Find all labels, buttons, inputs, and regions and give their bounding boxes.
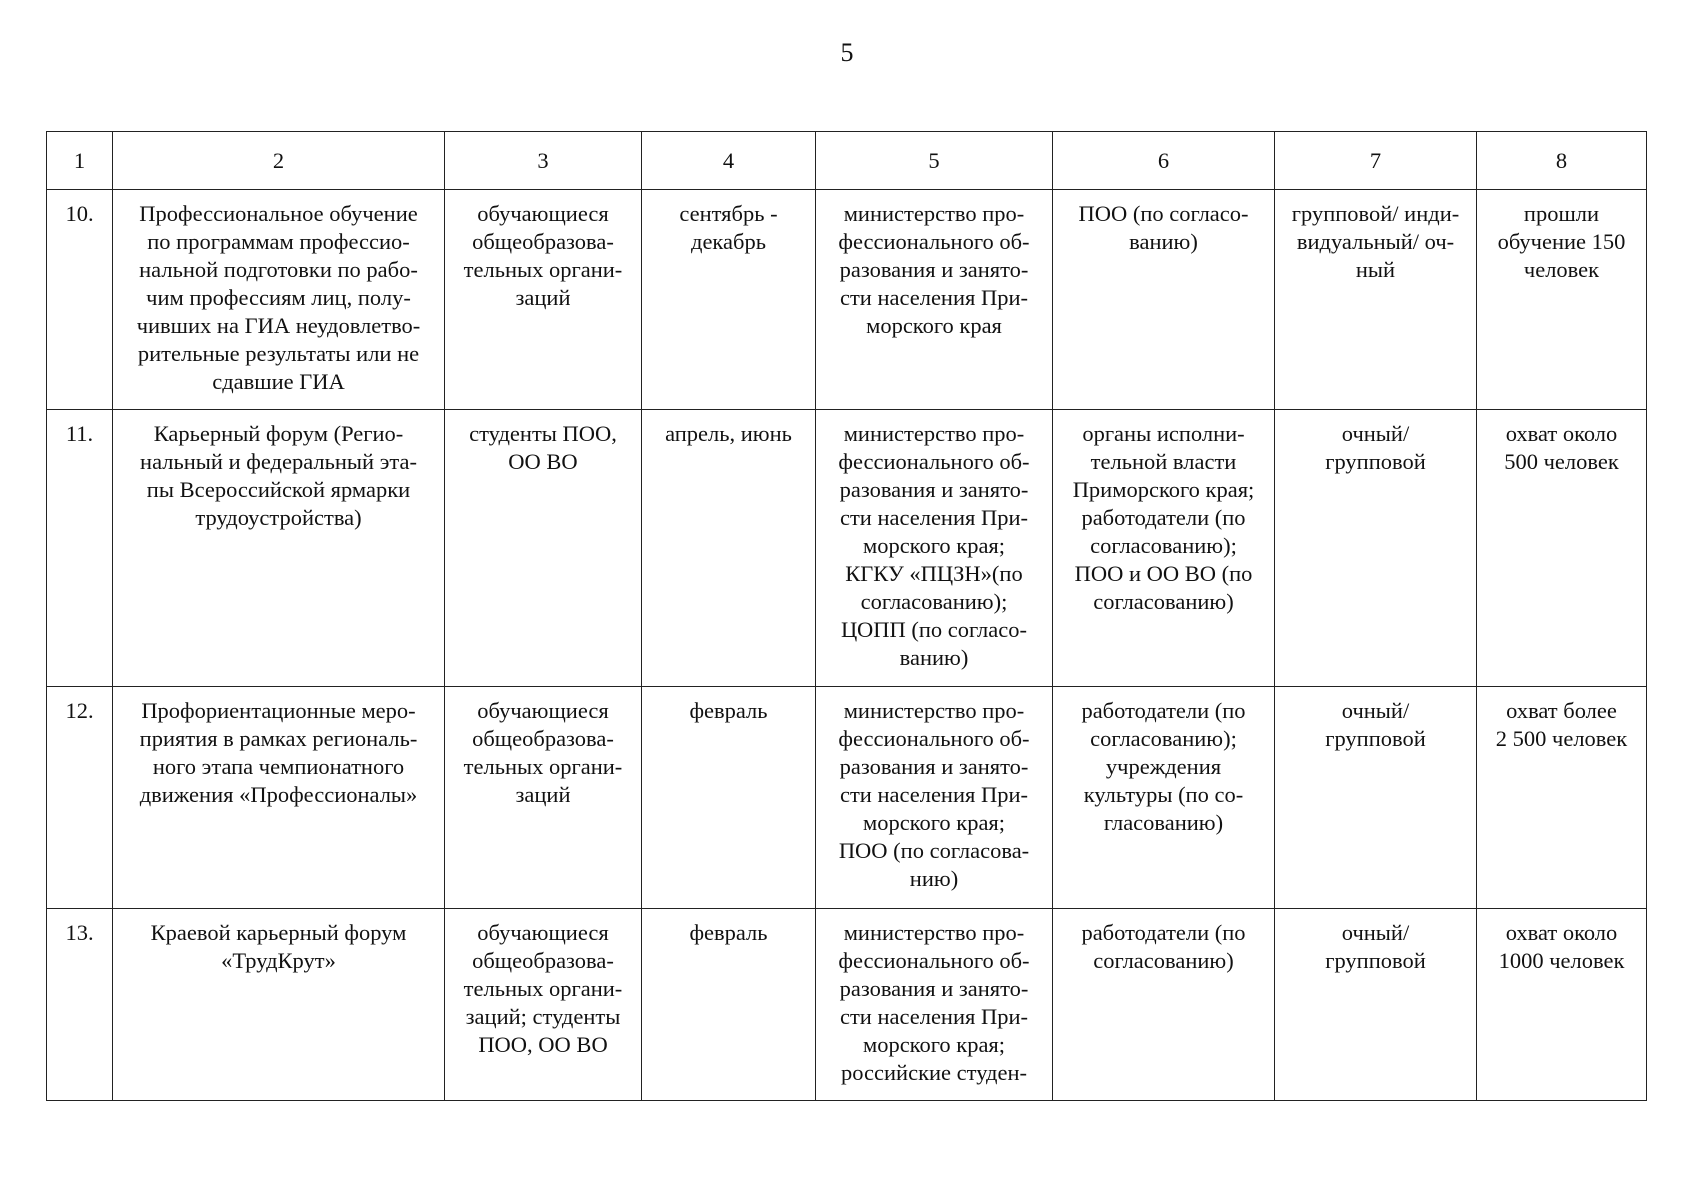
responsible: министерство про- фессионального об- разования и занято- сти населения При- морского края; российские студен-	[816, 909, 1053, 1101]
format: очный/ групповой	[1275, 909, 1477, 1101]
period: апрель, июнь	[642, 410, 816, 687]
column-number: 5	[816, 132, 1053, 190]
event-name: Карьерный форум (Регио- нальный и федеральный эта- пы Всероссийской ярмарки трудоустройства)	[113, 410, 445, 687]
partners: работодатели (по согласованию); учреждения культуры (по со- гласованию)	[1053, 687, 1275, 909]
table-row	[47, 909, 1647, 1101]
column-number: 6	[1053, 132, 1275, 190]
result: охват около 500 человек	[1477, 410, 1647, 687]
partners: органы исполни- тельной власти Приморского края; работодатели (по согласованию); ПОО и ОО ВО (по согласованию)	[1053, 410, 1275, 687]
column-number: 2	[113, 132, 445, 190]
participants: студенты ПОО, ОО ВО	[445, 410, 642, 687]
result: охват более 2 500 человек	[1477, 687, 1647, 909]
table-row	[47, 410, 1647, 687]
participants: обучающиеся общеобразова- тельных органи- заций	[445, 687, 642, 909]
result: охват около 1000 человек	[1477, 909, 1647, 1101]
format: очный/ групповой	[1275, 410, 1477, 687]
format: групповой/ инди- видуальный/ оч- ный	[1275, 190, 1477, 410]
row-number: 10.	[47, 190, 113, 410]
column-number: 7	[1275, 132, 1477, 190]
column-number: 4	[642, 132, 816, 190]
table-row	[47, 190, 1647, 410]
row-number: 11.	[47, 410, 113, 687]
period: сентябрь - декабрь	[642, 190, 816, 410]
column-number-row	[47, 132, 1647, 190]
row-number: 13.	[47, 909, 113, 1101]
responsible: министерство про- фессионального об- разования и занято- сти населения При- морского края	[816, 190, 1053, 410]
result: прошли обучение 150 человек	[1477, 190, 1647, 410]
period: февраль	[642, 909, 816, 1101]
format: очный/ групповой	[1275, 687, 1477, 909]
event-name: Профессиональное обучение по программам профессио- нальной подготовки по рабо- чим профессиям лиц, полу- чивших на ГИА неудовлетво- рительные результаты или не сдавшие ГИА	[113, 190, 445, 410]
event-name: Краевой карьерный форум «ТрудКрут»	[113, 909, 445, 1101]
partners: ПОО (по согласо- ванию)	[1053, 190, 1275, 410]
responsible: министерство про- фессионального об- разования и занято- сти населения При- морского края; КГКУ «ПЦЗН»(по согласованию); ЦОПП (по согласо- ванию)	[816, 410, 1053, 687]
column-number: 8	[1477, 132, 1647, 190]
row-number: 12.	[47, 687, 113, 909]
event-name: Профориентационные меро- приятия в рамках региональ- ного этапа чемпионатного движения «Профессионалы»	[113, 687, 445, 909]
responsible: министерство про- фессионального об- разования и занято- сти населения При- морского края; ПОО (по согласова- нию)	[816, 687, 1053, 909]
column-number: 1	[47, 132, 113, 190]
column-number: 3	[445, 132, 642, 190]
participants: обучающиеся общеобразова- тельных органи- заций	[445, 190, 642, 410]
participants: обучающиеся общеобразова- тельных органи- заций; студенты ПОО, ОО ВО	[445, 909, 642, 1101]
period: февраль	[642, 687, 816, 909]
events-table	[46, 131, 1647, 1101]
partners: работодатели (по согласованию)	[1053, 909, 1275, 1101]
page-number: 5	[840, 38, 854, 67]
table-row	[47, 687, 1647, 909]
